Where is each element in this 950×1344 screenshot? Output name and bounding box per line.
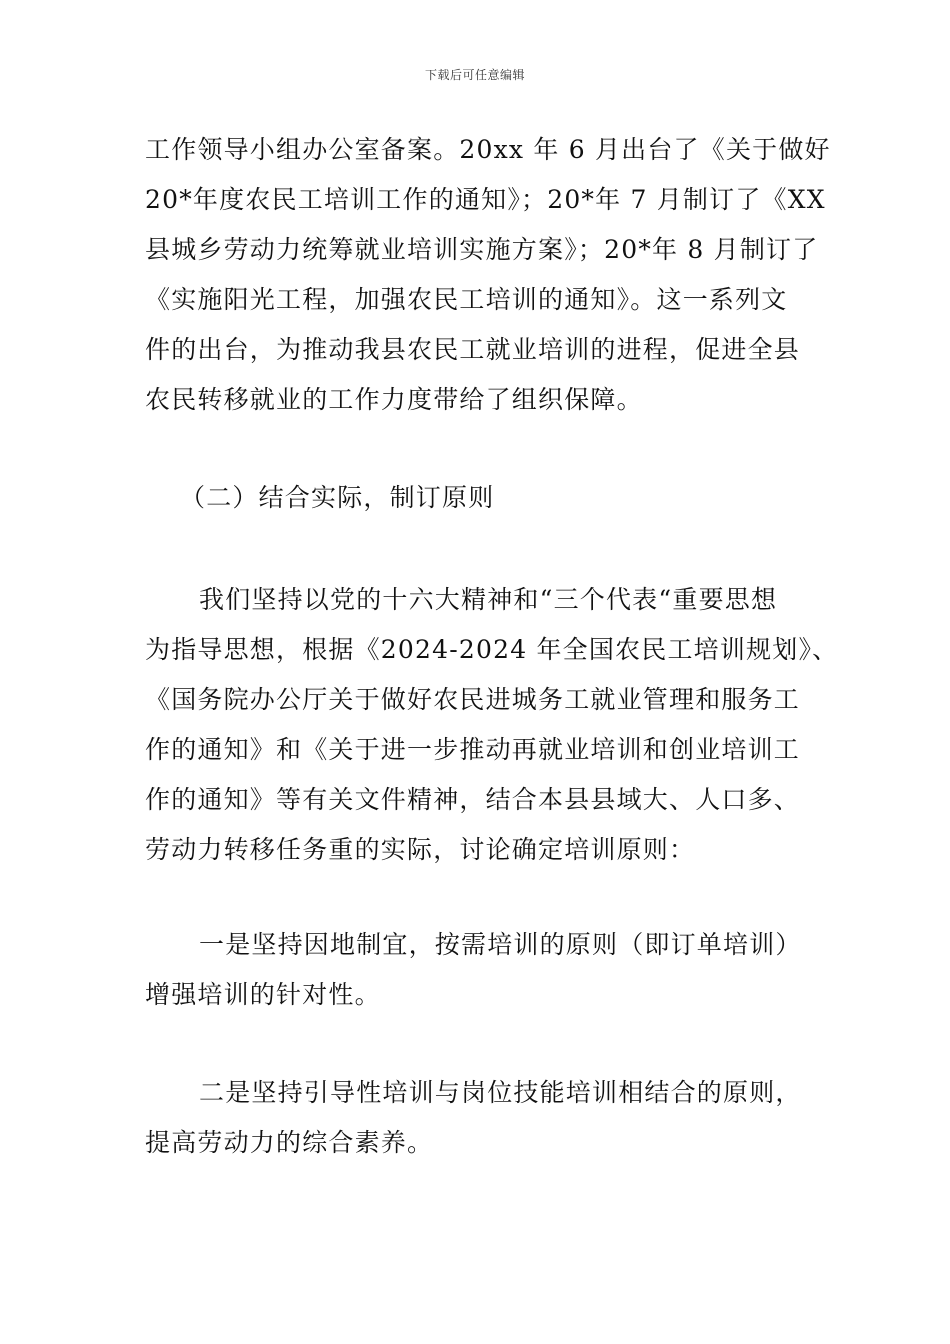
text-line: 农民转移就业的工作力度带给了组织保障。 bbox=[145, 385, 643, 414]
text-line: 劳动力转移任务重的实际，讨论确定培训原则： bbox=[145, 835, 696, 864]
text-line: 我们坚持以党的十六大精神和“三个代表“重要思想 bbox=[199, 585, 778, 614]
text-line: 二是坚持引导性培训与岗位技能培训相结合的原则， bbox=[199, 1078, 802, 1107]
page-header: 下载后可任意编辑 bbox=[424, 68, 525, 82]
text-line: 工作领导小组办公室备案。20xx 年 6 月出台了《关于做好 bbox=[145, 135, 831, 164]
text-line: 《国务院办公厅关于做好农民进城务工就业管理和服务工 bbox=[145, 685, 801, 714]
text-line: 20*年度农民工培训工作的通知》；20*年 7 月制订了《XX bbox=[145, 185, 826, 214]
section-heading-text: （二）结合实际，制订原则 bbox=[180, 483, 495, 512]
section-heading bbox=[180, 473, 844, 523]
text-line: 提高劳动力的综合素养。 bbox=[145, 1128, 434, 1157]
paragraph-3 bbox=[145, 575, 839, 875]
text-line: 为指导思想，根据《2024-2024 年全国农民工培训规划》、 bbox=[145, 635, 839, 664]
paragraph-4 bbox=[145, 920, 809, 1020]
text-line: 件的出台，为推动我县农民工就业培训的进程，促进全县 bbox=[145, 335, 801, 364]
text-line: 一是坚持因地制宜，按需培训的原则（即订单培训） bbox=[199, 930, 802, 959]
text-line: 县城乡劳动力统筹就业培训实施方案》；20*年 8 月制订了 bbox=[145, 235, 819, 264]
text-line: 作的通知》和《关于进一步推动再就业培训和创业培训工 bbox=[145, 735, 801, 764]
text-line: 增强培训的针对性。 bbox=[145, 980, 381, 1009]
text-line: 《实施阳光工程，加强农民工培训的通知》。这一系列文 bbox=[145, 285, 788, 314]
paragraph-5 bbox=[145, 1068, 809, 1168]
text-line: 作的通知》等有关文件精神，结合本县县域大、人口多、 bbox=[145, 785, 801, 814]
paragraph-1 bbox=[145, 125, 831, 425]
